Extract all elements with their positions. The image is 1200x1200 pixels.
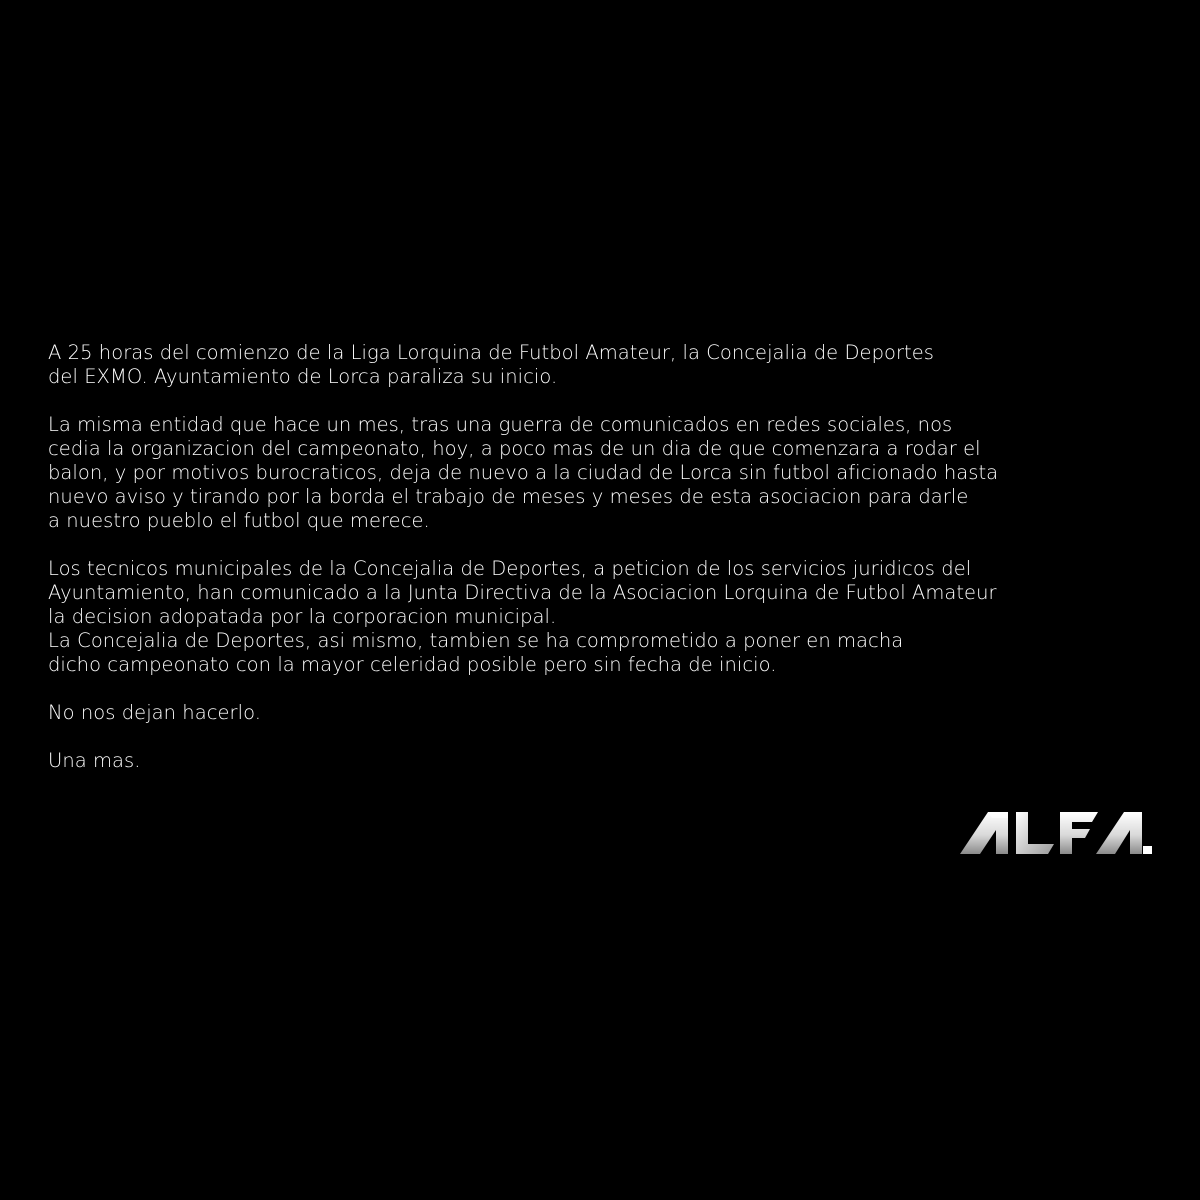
statement-text [48, 341, 1158, 797]
text-line: cedia la organizacion del campeonato, hoy, a poco mas de un dia de que comenzara a rodar el [48, 437, 981, 460]
logo-letter-a [960, 812, 1008, 854]
paragraph-closing [48, 701, 1158, 725]
text-line: a nuestro pueblo el futbol que merece. [48, 509, 430, 532]
logo-dot [1143, 846, 1152, 854]
text-line: La misma entidad que hace un mes, tras una guerra de comunicados en redes sociales, nos [48, 413, 953, 436]
paragraph-context [48, 413, 1158, 533]
text-line: No nos dejan hacerlo. [48, 701, 261, 724]
text-line: La Concejalia de Deportes, asi mismo, tambien se ha comprometido a poner en macha [48, 629, 904, 652]
text-line: nuevo aviso y tirando por la borda el trabajo de meses y meses de esta asociacion para darle [48, 485, 969, 508]
paragraph-details [48, 557, 1158, 677]
text-line: A 25 horas del comienzo de la Liga Lorquina de Futbol Amateur, la Concejalia de Deportes [48, 341, 935, 364]
logo-letter-l [1016, 812, 1054, 854]
text-line: dicho campeonato con la mayor celeridad posible pero sin fecha de inicio. [48, 653, 777, 676]
text-line: la decision adopatada por la corporacion municipal. [48, 605, 557, 628]
logo-letter-a2 [1096, 812, 1142, 854]
paragraph-final [48, 749, 1158, 773]
logo-letter-f [1060, 812, 1098, 854]
text-line: Los tecnicos municipales de la Concejalia de Deportes, a peticion de los servicios juridicos del [48, 557, 972, 580]
text-line: Una mas. [48, 749, 141, 772]
alfa-logo-icon [958, 808, 1154, 856]
text-line: balon, y por motivos burocraticos, deja de nuevo a la ciudad de Lorca sin futbol aficionado hasta [48, 461, 999, 484]
paragraph-intro [48, 341, 1158, 389]
text-line: Ayuntamiento, han comunicado a la Junta Directiva de la Asociacion Lorquina de Futbol Amateur [48, 581, 997, 604]
text-line: del EXMO. Ayuntamiento de Lorca paraliza su inicio. [48, 365, 558, 388]
